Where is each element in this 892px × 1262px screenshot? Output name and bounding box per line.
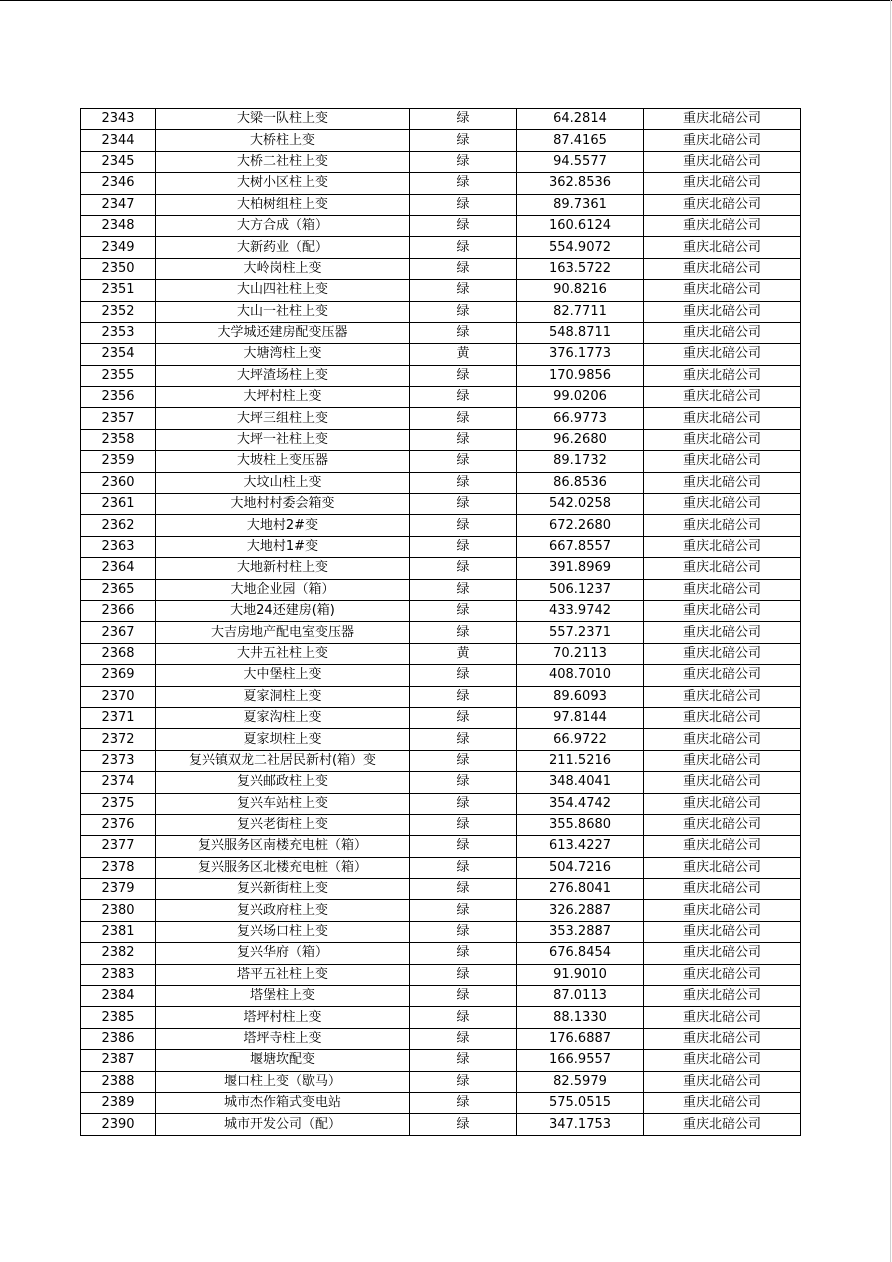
row-number: 2365 [81, 579, 156, 600]
company-cell: 重庆北碚公司 [644, 665, 801, 686]
transformer-name: 大柏树组柱上变 [156, 194, 410, 215]
table-row [81, 1028, 801, 1049]
company-cell: 重庆北碚公司 [644, 772, 801, 793]
value-cell: 542.0258 [517, 494, 644, 515]
row-number: 2361 [81, 494, 156, 515]
value-cell: 94.5577 [517, 151, 644, 172]
status-cell: 绿 [410, 707, 517, 728]
status-cell: 绿 [410, 472, 517, 493]
status-cell: 绿 [410, 215, 517, 236]
value-cell: 575.0515 [517, 1092, 644, 1113]
company-cell: 重庆北碚公司 [644, 194, 801, 215]
table-row [81, 387, 801, 408]
row-number: 2346 [81, 173, 156, 194]
status-cell: 绿 [410, 173, 517, 194]
row-number: 2353 [81, 322, 156, 343]
transformer-name: 大地24还建房(箱) [156, 600, 410, 621]
status-cell: 绿 [410, 964, 517, 985]
row-number: 2359 [81, 451, 156, 472]
transformer-name: 城市开发公司（配） [156, 1114, 410, 1135]
company-cell: 重庆北碚公司 [644, 579, 801, 600]
value-cell: 82.7711 [517, 301, 644, 322]
row-number: 2374 [81, 772, 156, 793]
status-cell: 绿 [410, 622, 517, 643]
row-number: 2383 [81, 964, 156, 985]
transformer-name: 大坪村柱上变 [156, 387, 410, 408]
transformer-name: 塔坪寺柱上变 [156, 1028, 410, 1049]
company-cell: 重庆北碚公司 [644, 986, 801, 1007]
status-cell: 绿 [410, 1050, 517, 1071]
transformer-name: 大吉房地产配电室变压器 [156, 622, 410, 643]
company-cell: 重庆北碚公司 [644, 1028, 801, 1049]
company-cell: 重庆北碚公司 [644, 322, 801, 343]
transformer-name: 复兴新街柱上变 [156, 879, 410, 900]
value-cell: 554.9072 [517, 237, 644, 258]
status-cell: 绿 [410, 986, 517, 1007]
table-row [81, 472, 801, 493]
value-cell: 211.5216 [517, 750, 644, 771]
transformer-name: 大中堡柱上变 [156, 665, 410, 686]
row-number: 2380 [81, 900, 156, 921]
table-row [81, 344, 801, 365]
company-cell: 重庆北碚公司 [644, 494, 801, 515]
row-number: 2379 [81, 879, 156, 900]
transformer-name: 复兴华府（箱） [156, 943, 410, 964]
row-number: 2364 [81, 558, 156, 579]
value-cell: 548.8711 [517, 322, 644, 343]
status-cell: 绿 [410, 322, 517, 343]
row-number: 2356 [81, 387, 156, 408]
value-cell: 166.9557 [517, 1050, 644, 1071]
row-number: 2375 [81, 793, 156, 814]
row-number: 2388 [81, 1071, 156, 1092]
status-cell: 绿 [410, 558, 517, 579]
value-cell: 506.1237 [517, 579, 644, 600]
row-number: 2384 [81, 986, 156, 1007]
status-cell: 绿 [410, 836, 517, 857]
company-cell: 重庆北碚公司 [644, 943, 801, 964]
value-cell: 672.2680 [517, 515, 644, 536]
row-number: 2390 [81, 1114, 156, 1135]
status-cell: 绿 [410, 1114, 517, 1135]
table-row [81, 814, 801, 835]
status-cell: 绿 [410, 772, 517, 793]
table-row [81, 451, 801, 472]
row-number: 2382 [81, 943, 156, 964]
value-cell: 88.1330 [517, 1007, 644, 1028]
table-row [81, 408, 801, 429]
value-cell: 89.7361 [517, 194, 644, 215]
company-cell: 重庆北碚公司 [644, 429, 801, 450]
table-row [81, 793, 801, 814]
value-cell: 82.5979 [517, 1071, 644, 1092]
row-number: 2348 [81, 215, 156, 236]
table-row [81, 900, 801, 921]
value-cell: 91.9010 [517, 964, 644, 985]
value-cell: 176.6887 [517, 1028, 644, 1049]
status-cell: 绿 [410, 408, 517, 429]
table-row [81, 707, 801, 728]
row-number: 2368 [81, 643, 156, 664]
row-number: 2367 [81, 622, 156, 643]
table-row [81, 836, 801, 857]
table-row [81, 515, 801, 536]
status-cell: 绿 [410, 1071, 517, 1092]
table-row [81, 215, 801, 236]
company-cell: 重庆北碚公司 [644, 408, 801, 429]
company-cell: 重庆北碚公司 [644, 814, 801, 835]
row-number: 2349 [81, 237, 156, 258]
value-cell: 89.1732 [517, 451, 644, 472]
table-row [81, 365, 801, 386]
row-number: 2357 [81, 408, 156, 429]
transformer-name: 大地村村委会箱变 [156, 494, 410, 515]
value-cell: 348.4041 [517, 772, 644, 793]
transformer-name: 大坟山柱上变 [156, 472, 410, 493]
row-number: 2387 [81, 1050, 156, 1071]
table-body [81, 109, 801, 1136]
company-cell: 重庆北碚公司 [644, 387, 801, 408]
status-cell: 绿 [410, 258, 517, 279]
row-number: 2358 [81, 429, 156, 450]
transformer-name: 大岭岗柱上变 [156, 258, 410, 279]
table-row [81, 964, 801, 985]
company-cell: 重庆北碚公司 [644, 1007, 801, 1028]
value-cell: 408.7010 [517, 665, 644, 686]
company-cell: 重庆北碚公司 [644, 536, 801, 557]
table-row [81, 579, 801, 600]
transformer-name: 大学城还建房配变压器 [156, 322, 410, 343]
company-cell: 重庆北碚公司 [644, 301, 801, 322]
status-cell: 绿 [410, 451, 517, 472]
row-number: 2366 [81, 600, 156, 621]
transformer-name: 城市杰作箱式变电站 [156, 1092, 410, 1113]
table-row [81, 879, 801, 900]
row-number: 2378 [81, 857, 156, 878]
transformer-name: 夏家坝柱上变 [156, 729, 410, 750]
value-cell: 326.2887 [517, 900, 644, 921]
transformer-name: 堰口柱上变（歇马） [156, 1071, 410, 1092]
status-cell: 绿 [410, 665, 517, 686]
transformer-name: 复兴服务区南楼充电桩（箱） [156, 836, 410, 857]
table-row [81, 622, 801, 643]
transformer-name: 大山一社柱上变 [156, 301, 410, 322]
company-cell: 重庆北碚公司 [644, 130, 801, 151]
table-row [81, 494, 801, 515]
transformer-name: 大塘湾柱上变 [156, 344, 410, 365]
transformer-name: 大方合成（箱） [156, 215, 410, 236]
value-cell: 99.0206 [517, 387, 644, 408]
company-cell: 重庆北碚公司 [644, 237, 801, 258]
status-cell: 绿 [410, 1092, 517, 1113]
table-row [81, 643, 801, 664]
status-cell: 绿 [410, 387, 517, 408]
row-number: 2370 [81, 686, 156, 707]
company-cell: 重庆北碚公司 [644, 900, 801, 921]
row-number: 2377 [81, 836, 156, 857]
table-row [81, 772, 801, 793]
table-row [81, 1092, 801, 1113]
company-cell: 重庆北碚公司 [644, 1114, 801, 1135]
value-cell: 89.6093 [517, 686, 644, 707]
row-number: 2362 [81, 515, 156, 536]
transformer-name: 大坪渣场柱上变 [156, 365, 410, 386]
transformer-name: 大梁一队柱上变 [156, 109, 410, 130]
table-row [81, 943, 801, 964]
row-number: 2389 [81, 1092, 156, 1113]
company-cell: 重庆北碚公司 [644, 836, 801, 857]
status-cell: 绿 [410, 280, 517, 301]
status-cell: 绿 [410, 494, 517, 515]
transformer-name: 夏家洞柱上变 [156, 686, 410, 707]
table-row [81, 301, 801, 322]
value-cell: 355.8680 [517, 814, 644, 835]
status-cell: 绿 [410, 536, 517, 557]
table-row [81, 258, 801, 279]
company-cell: 重庆北碚公司 [644, 1092, 801, 1113]
transformer-name: 塔坪村柱上变 [156, 1007, 410, 1028]
transformer-name: 大树小区柱上变 [156, 173, 410, 194]
company-cell: 重庆北碚公司 [644, 879, 801, 900]
status-cell: 绿 [410, 1028, 517, 1049]
value-cell: 276.8041 [517, 879, 644, 900]
transformer-table [80, 108, 801, 1136]
value-cell: 66.9773 [517, 408, 644, 429]
value-cell: 97.8144 [517, 707, 644, 728]
value-cell: 354.4742 [517, 793, 644, 814]
row-number: 2355 [81, 365, 156, 386]
status-cell: 绿 [410, 237, 517, 258]
table-row [81, 1050, 801, 1071]
row-number: 2381 [81, 921, 156, 942]
page-right-rule [890, 0, 891, 1262]
row-number: 2373 [81, 750, 156, 771]
status-cell: 绿 [410, 900, 517, 921]
table-row [81, 109, 801, 130]
company-cell: 重庆北碚公司 [644, 258, 801, 279]
transformer-name: 大坪一社柱上变 [156, 429, 410, 450]
company-cell: 重庆北碚公司 [644, 109, 801, 130]
table-row [81, 173, 801, 194]
transformer-name: 复兴邮政柱上变 [156, 772, 410, 793]
table-row [81, 857, 801, 878]
company-cell: 重庆北碚公司 [644, 472, 801, 493]
row-number: 2363 [81, 536, 156, 557]
company-cell: 重庆北碚公司 [644, 173, 801, 194]
status-cell: 绿 [410, 814, 517, 835]
transformer-name: 大坡柱上变压器 [156, 451, 410, 472]
row-number: 2354 [81, 344, 156, 365]
transformer-name: 夏家沟柱上变 [156, 707, 410, 728]
transformer-name: 大桥二社柱上变 [156, 151, 410, 172]
status-cell: 绿 [410, 1007, 517, 1028]
table-row [81, 1114, 801, 1135]
table-row [81, 1071, 801, 1092]
transformer-name: 大地村1#变 [156, 536, 410, 557]
status-cell: 绿 [410, 729, 517, 750]
status-cell: 绿 [410, 921, 517, 942]
table-row [81, 729, 801, 750]
transformer-name: 复兴场口柱上变 [156, 921, 410, 942]
company-cell: 重庆北碚公司 [644, 1071, 801, 1092]
status-cell: 绿 [410, 857, 517, 878]
table-row [81, 429, 801, 450]
value-cell: 160.6124 [517, 215, 644, 236]
status-cell: 绿 [410, 365, 517, 386]
table-row [81, 322, 801, 343]
value-cell: 86.8536 [517, 472, 644, 493]
company-cell: 重庆北碚公司 [644, 515, 801, 536]
company-cell: 重庆北碚公司 [644, 707, 801, 728]
value-cell: 353.2887 [517, 921, 644, 942]
company-cell: 重庆北碚公司 [644, 365, 801, 386]
company-cell: 重庆北碚公司 [644, 600, 801, 621]
row-number: 2376 [81, 814, 156, 835]
row-number: 2386 [81, 1028, 156, 1049]
table-row [81, 237, 801, 258]
transformer-name: 塔堡柱上变 [156, 986, 410, 1007]
transformer-name: 复兴车站柱上变 [156, 793, 410, 814]
transformer-name: 大新药业（配） [156, 237, 410, 258]
row-number: 2347 [81, 194, 156, 215]
row-number: 2345 [81, 151, 156, 172]
row-number: 2360 [81, 472, 156, 493]
value-cell: 504.7216 [517, 857, 644, 878]
row-number: 2350 [81, 258, 156, 279]
transformer-name: 大地村2#变 [156, 515, 410, 536]
row-number: 2385 [81, 1007, 156, 1028]
status-cell: 绿 [410, 686, 517, 707]
value-cell: 87.4165 [517, 130, 644, 151]
transformer-name: 大井五社柱上变 [156, 643, 410, 664]
table-row [81, 665, 801, 686]
transformer-name: 大地新村柱上变 [156, 558, 410, 579]
transformer-name: 大地企业园（箱） [156, 579, 410, 600]
table-row [81, 536, 801, 557]
row-number: 2371 [81, 707, 156, 728]
status-cell: 绿 [410, 793, 517, 814]
row-number: 2343 [81, 109, 156, 130]
table-row [81, 151, 801, 172]
table-row [81, 986, 801, 1007]
status-cell: 绿 [410, 600, 517, 621]
row-number: 2352 [81, 301, 156, 322]
value-cell: 170.9856 [517, 365, 644, 386]
company-cell: 重庆北碚公司 [644, 622, 801, 643]
transformer-name: 复兴政府柱上变 [156, 900, 410, 921]
company-cell: 重庆北碚公司 [644, 750, 801, 771]
company-cell: 重庆北碚公司 [644, 964, 801, 985]
status-cell: 绿 [410, 879, 517, 900]
status-cell: 绿 [410, 194, 517, 215]
value-cell: 96.2680 [517, 429, 644, 450]
company-cell: 重庆北碚公司 [644, 558, 801, 579]
company-cell: 重庆北碚公司 [644, 151, 801, 172]
page-top-rule [0, 0, 892, 1]
transformer-name: 塔平五社柱上变 [156, 964, 410, 985]
row-number: 2344 [81, 130, 156, 151]
table-row [81, 194, 801, 215]
table-row [81, 280, 801, 301]
value-cell: 676.8454 [517, 943, 644, 964]
value-cell: 347.1753 [517, 1114, 644, 1135]
transformer-name: 复兴镇双龙二社居民新村(箱）变 [156, 750, 410, 771]
transformer-name: 大山四社柱上变 [156, 280, 410, 301]
transformer-name: 大坪三组柱上变 [156, 408, 410, 429]
status-cell: 绿 [410, 151, 517, 172]
table-row [81, 686, 801, 707]
table-row [81, 558, 801, 579]
status-cell: 绿 [410, 109, 517, 130]
table-row [81, 1007, 801, 1028]
company-cell: 重庆北碚公司 [644, 280, 801, 301]
company-cell: 重庆北碚公司 [644, 921, 801, 942]
status-cell: 黄 [410, 344, 517, 365]
transformer-name: 复兴服务区北楼充电桩（箱） [156, 857, 410, 878]
transformer-name: 堰塘坎配变 [156, 1050, 410, 1071]
table-row [81, 750, 801, 771]
value-cell: 64.2814 [517, 109, 644, 130]
status-cell: 黄 [410, 643, 517, 664]
value-cell: 66.9722 [517, 729, 644, 750]
company-cell: 重庆北碚公司 [644, 215, 801, 236]
value-cell: 90.8216 [517, 280, 644, 301]
company-cell: 重庆北碚公司 [644, 857, 801, 878]
row-number: 2351 [81, 280, 156, 301]
company-cell: 重庆北碚公司 [644, 1050, 801, 1071]
value-cell: 362.8536 [517, 173, 644, 194]
value-cell: 613.4227 [517, 836, 644, 857]
table-row [81, 600, 801, 621]
company-cell: 重庆北碚公司 [644, 451, 801, 472]
value-cell: 70.2113 [517, 643, 644, 664]
value-cell: 391.8969 [517, 558, 644, 579]
status-cell: 绿 [410, 579, 517, 600]
value-cell: 667.8557 [517, 536, 644, 557]
table-row [81, 130, 801, 151]
status-cell: 绿 [410, 130, 517, 151]
status-cell: 绿 [410, 515, 517, 536]
company-cell: 重庆北碚公司 [644, 643, 801, 664]
transformer-name: 大桥柱上变 [156, 130, 410, 151]
status-cell: 绿 [410, 429, 517, 450]
company-cell: 重庆北碚公司 [644, 686, 801, 707]
company-cell: 重庆北碚公司 [644, 729, 801, 750]
status-cell: 绿 [410, 301, 517, 322]
status-cell: 绿 [410, 943, 517, 964]
value-cell: 163.5722 [517, 258, 644, 279]
company-cell: 重庆北碚公司 [644, 344, 801, 365]
status-cell: 绿 [410, 750, 517, 771]
value-cell: 376.1773 [517, 344, 644, 365]
value-cell: 87.0113 [517, 986, 644, 1007]
value-cell: 433.9742 [517, 600, 644, 621]
company-cell: 重庆北碚公司 [644, 793, 801, 814]
table-row [81, 921, 801, 942]
row-number: 2369 [81, 665, 156, 686]
transformer-name: 复兴老街柱上变 [156, 814, 410, 835]
value-cell: 557.2371 [517, 622, 644, 643]
row-number: 2372 [81, 729, 156, 750]
